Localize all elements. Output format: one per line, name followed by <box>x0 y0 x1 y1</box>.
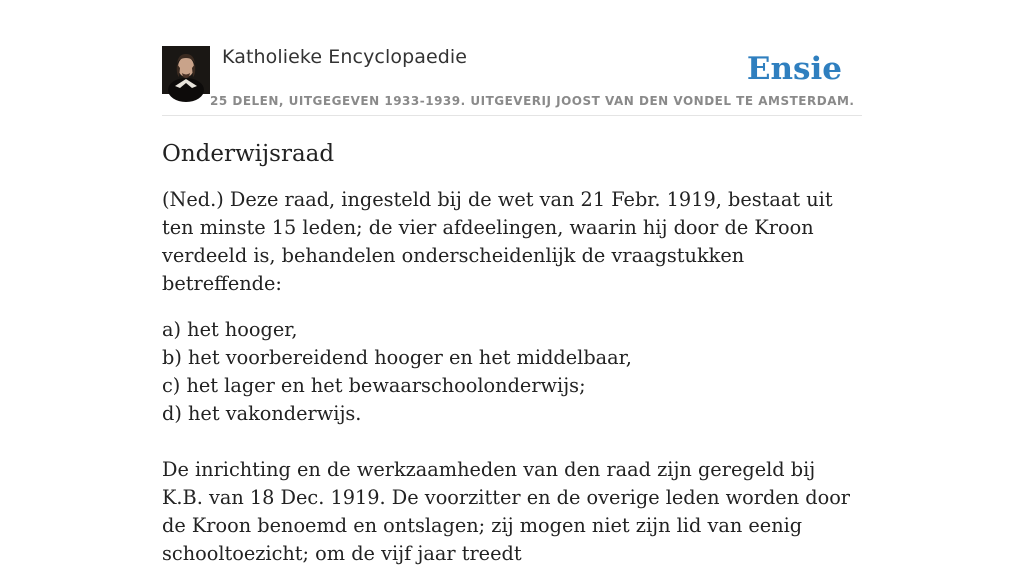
article-title: Onderwijsraad <box>162 141 335 167</box>
header-divider <box>162 115 862 116</box>
article-closing: De inrichting en de werkzaamheden van den raad zijn geregeld bij K.B. van 18 Dec. 1919. De voorzitter en de overige leden worden door de Kroon benoemd en ontslagen; zij mogen niet zijn lid van eenig schooltoezicht; om de vijf jaar treedt <box>162 458 851 565</box>
article-body <box>162 138 862 586</box>
book-title[interactable]: Katholieke Encyclopaedie <box>222 46 468 68</box>
ensie-logo-link[interactable]: Ensie <box>746 51 842 87</box>
list-item: a) het hooger, <box>162 318 298 341</box>
portrait-avatar-icon[interactable] <box>162 46 210 94</box>
book-header <box>162 44 862 116</box>
department-list <box>162 316 862 428</box>
list-item: c) het lager en het bewaarschoolonderwijs; <box>162 374 586 397</box>
book-meta: 25 DELEN, UITGEGEVEN 1933-1939. UITGEVERIJ JOOST VAN DEN VONDEL TE AMSTERDAM. <box>210 94 855 108</box>
article-intro: (Ned.) Deze raad, ingesteld bij de wet van 21 Febr. 1919, bestaat uit ten minste 15 leden; de vier afdeelingen, waarin hij door de Kroon verdeeld is, behandelen onderscheidenlijk de vraagstukken betreffende: <box>162 188 833 295</box>
list-item: b) het voorbereidend hooger en het middelbaar, <box>162 346 632 369</box>
list-item: d) het vakonderwijs. <box>162 402 362 425</box>
